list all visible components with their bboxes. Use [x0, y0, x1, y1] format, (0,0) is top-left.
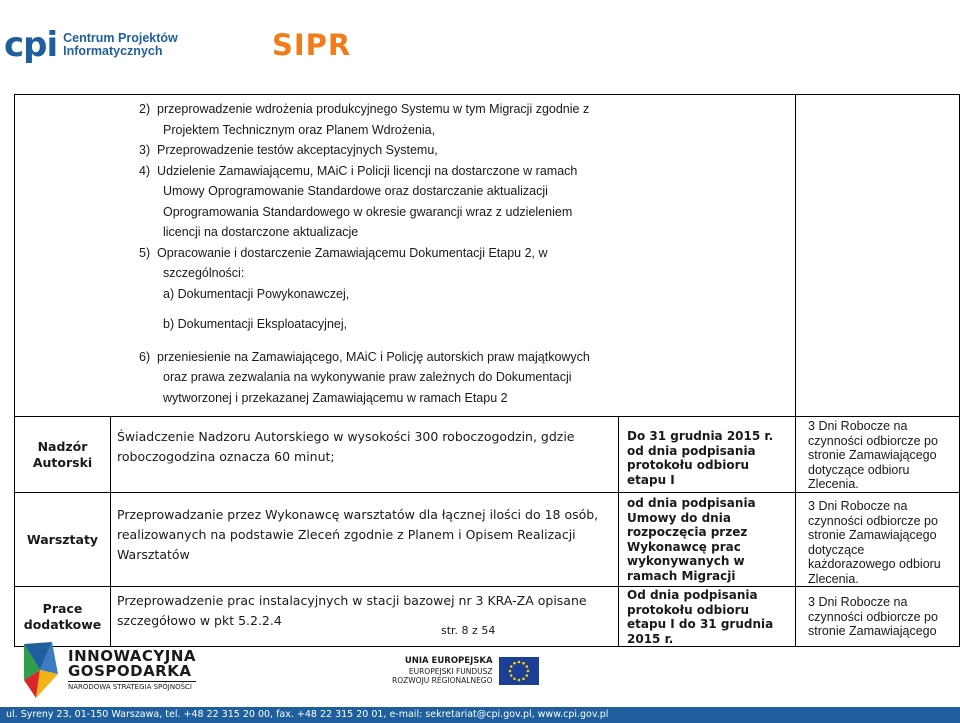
cpi-logo-line1: Centrum Projektów	[63, 31, 178, 45]
eu-star-icon	[508, 669, 511, 672]
table-row-stage-tasks	[15, 95, 960, 417]
eu-star-icon	[522, 677, 525, 680]
ig-line1: INNOWACYJNA	[68, 646, 197, 665]
table-row	[15, 417, 960, 493]
list-item: wytworzonej i przekazanej Zamawiającemu w ramach Etapu 2	[163, 390, 508, 405]
eu-line3: ROZWOJU REGIONALNEGO	[392, 676, 493, 685]
eu-flag-icon	[499, 657, 539, 685]
row-term-cell	[619, 417, 796, 493]
row-acceptance: 3 Dni Robocze na czynności odbiorcze po stronie Zamawiającego dotyczące odbioru Zlecenia.	[808, 419, 938, 491]
stage-task-list	[15, 95, 796, 417]
innowacyjna-gospodarka-logo	[22, 640, 196, 700]
list-item: oraz prawa zezwalania na wykonywanie praw zależnych do Dokumentacji	[163, 370, 572, 384]
list-item: Projektem Technicznym oraz Planem Wdrożenia,	[163, 122, 436, 137]
eu-star-icon	[525, 674, 528, 677]
list-item: a) Dokumentacji Powykonawczej,	[163, 286, 350, 301]
row-label: Nadzór Autorski	[32, 438, 93, 470]
table-row	[15, 493, 960, 587]
row-acceptance: 3 Dni Robocze na czynności odbiorcze po stronie Zamawiającego	[808, 595, 938, 638]
ig-line2: GOSPODARKA	[68, 661, 192, 680]
innowacyjna-gospodarka-icon	[22, 640, 60, 700]
row-term: Od dnia podpisania protokołu odbioru etapu I do 31 grudnia 2015 r.	[627, 588, 774, 646]
row-term: od dnia podpisania Umowy do dnia rozpoczęcia przez Wykonawcę prac wykonywanych w ramach Migracji	[627, 496, 756, 583]
page-number-text: str. 8 z 54	[441, 624, 496, 637]
list-item: 2) przeprowadzenie wdrożenia produkcyjnego Systemu w tym Migracji zgodnie z	[139, 102, 590, 116]
row-acceptance: 3 Dni Robocze na czynności odbiorcze po stronie Zamawiającego dotyczące każdorazowego odbioru Zlecenia.	[808, 499, 941, 586]
list-item: licencji na dostarczone aktualizacje	[163, 225, 359, 239]
cpi-logo-text	[63, 32, 178, 58]
page-header	[0, 0, 960, 80]
sipr-logo: SIPR	[272, 28, 352, 62]
eu-star-icon	[517, 660, 520, 663]
row-description: Przeprowadzenie prac instalacyjnych w stacji bazowej nr 3 KRA-ZA opisane szczegółowo w pkt 5.2.2.4	[117, 593, 587, 628]
row-label-cell	[15, 493, 111, 587]
row-description: Przeprowadzanie przez Wykonawcę warsztatów dla łącznej ilości do 18 osób, realizowanych na podstawie Zleceń zgodnie z Planem i Opisem Realizacji Warsztatów	[117, 507, 599, 562]
list-item: b) Dokumentacji Eksploatacyjnej,	[163, 317, 348, 331]
row-description-cell	[111, 493, 619, 587]
list-item: szczególności:	[163, 266, 245, 280]
empty-cell	[796, 95, 960, 417]
eu-star-icon	[513, 661, 516, 664]
eu-star-icon	[517, 678, 520, 681]
row-label: Warsztaty	[26, 531, 99, 547]
eu-star-icon	[513, 677, 516, 680]
eu-logo	[392, 656, 539, 685]
cpi-logo-mark: cpi	[4, 25, 58, 65]
list-item: 5) Opracowanie i dostarczenie Zamawiającemu Dokumentacji Etapu 2, w	[139, 245, 548, 260]
footer-address-bar: ul. Syreny 23, 01-150 Warszawa, tel. +48 22 315 20 00, fax. +48 22 315 20 01, e-mail: sekretariat@cpi.gov.pl, www.cpi.gov.pl	[0, 707, 960, 723]
cpi-logo-line2: Informatycznych	[63, 44, 163, 58]
list-item: Umowy Oprogramowanie Standardowe oraz dostarczanie aktualizacji	[163, 184, 548, 198]
ig-line3: NARODOWA STRATEGIA SPÓJNOŚCI	[68, 681, 196, 692]
row-acceptance-cell	[796, 493, 960, 587]
list-item: 4) Udzielenie Zamawiającemu, MAiC i Policji licencji na dostarczone w ramach	[139, 163, 578, 178]
eu-star-icon	[509, 665, 512, 668]
row-label: Prace dodatkowe	[23, 600, 102, 632]
eu-star-icon	[522, 661, 525, 664]
eu-line1: UNIA EUROPEJSKA	[404, 656, 493, 666]
row-term-cell	[619, 493, 796, 587]
cpi-logo	[4, 25, 178, 65]
eu-star-icon	[509, 674, 512, 677]
row-description: Świadczenie Nadzoru Autorskiego w wysokości 300 roboczogodzin, gdzie roboczogodzina oznacza 60 minut;	[117, 429, 575, 464]
list-item: Oprogramowania Standardowego w okresie gwarancji wraz z udzieleniem	[163, 204, 573, 219]
row-description-cell	[111, 417, 619, 493]
row-term: Do 31 grudnia 2015 r. od dnia podpisania protokołu odbioru etapu I	[627, 429, 774, 487]
list-item: 3) Przeprowadzenie testów akceptacyjnych Systemu,	[139, 143, 438, 157]
row-acceptance-cell	[796, 417, 960, 493]
eu-star-icon	[525, 665, 528, 668]
eu-line2: EUROPEJSKI FUNDUSZ	[408, 667, 493, 676]
eu-star-icon	[526, 669, 529, 672]
footer-logos	[0, 638, 960, 704]
row-label-cell	[15, 417, 111, 493]
list-item: 6) przeniesienie na Zamawiającego, MAiC i Policję autorskich praw majątkowych	[139, 349, 590, 364]
